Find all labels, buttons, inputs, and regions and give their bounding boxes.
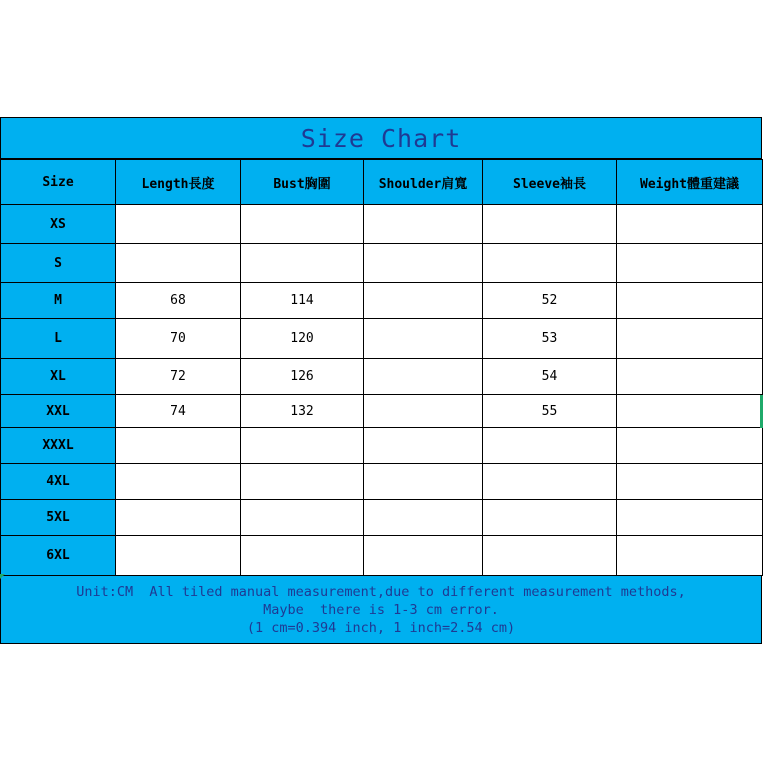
table-cell xyxy=(364,244,483,283)
table-cell: 74 xyxy=(116,395,241,428)
footer-line-2: Maybe there is 1-3 cm error. xyxy=(263,601,499,618)
table-row xyxy=(1,500,763,536)
table-cell xyxy=(241,244,364,283)
table-cell xyxy=(483,536,617,576)
table-cell xyxy=(116,428,241,464)
table-cell: 132 xyxy=(241,395,364,428)
table-cell: 68 xyxy=(116,283,241,319)
corner-marker xyxy=(0,574,5,579)
size-label: XXXL xyxy=(1,428,116,464)
header-size: Size xyxy=(1,160,116,205)
table-cell xyxy=(241,428,364,464)
table-row xyxy=(1,428,763,464)
header-length: Length長度 xyxy=(116,160,241,205)
table-cell xyxy=(617,244,763,283)
table-cell xyxy=(241,205,364,244)
size-table xyxy=(0,159,763,576)
table-cell xyxy=(617,464,763,500)
table-cell xyxy=(364,500,483,536)
table-row xyxy=(1,319,763,359)
table-cell xyxy=(617,319,763,359)
table-cell xyxy=(364,395,483,428)
table-cell: 54 xyxy=(483,359,617,395)
table-cell xyxy=(617,536,763,576)
table-row xyxy=(1,536,763,576)
size-label: 5XL xyxy=(1,500,116,536)
table-cell: 70 xyxy=(116,319,241,359)
table-cell: 126 xyxy=(241,359,364,395)
header-sleeve: Sleeve袖長 xyxy=(483,160,617,205)
size-label: XS xyxy=(1,205,116,244)
table-cell xyxy=(364,428,483,464)
table-row xyxy=(1,205,763,244)
table-cell xyxy=(483,500,617,536)
size-label: S xyxy=(1,244,116,283)
table-cell xyxy=(116,536,241,576)
table-cell: 114 xyxy=(241,283,364,319)
size-label: M xyxy=(1,283,116,319)
chart-title: Size Chart xyxy=(300,123,462,153)
header-shoulder: Shoulder肩寬 xyxy=(364,160,483,205)
title-row xyxy=(0,117,762,159)
table-cell xyxy=(617,500,763,536)
size-chart xyxy=(0,117,762,644)
size-label: XXL xyxy=(1,395,116,428)
table-row xyxy=(1,283,763,319)
table-cell xyxy=(483,464,617,500)
table-cell xyxy=(241,536,364,576)
table-cell: 52 xyxy=(483,283,617,319)
table-cell xyxy=(617,283,763,319)
table-cell xyxy=(241,464,364,500)
table-cell xyxy=(116,464,241,500)
table-cell: 120 xyxy=(241,319,364,359)
table-cell: 53 xyxy=(483,319,617,359)
table-cell xyxy=(116,244,241,283)
footer-note xyxy=(0,576,762,644)
size-label: 4XL xyxy=(1,464,116,500)
table-cell xyxy=(617,359,763,395)
table-row xyxy=(1,464,763,500)
table-cell xyxy=(364,319,483,359)
table-cell xyxy=(364,205,483,244)
table-cell xyxy=(364,536,483,576)
table-cell xyxy=(116,205,241,244)
table-cell xyxy=(364,464,483,500)
table-row xyxy=(1,395,763,428)
table-cell xyxy=(483,205,617,244)
table-cell: 55 xyxy=(483,395,617,428)
table-cell xyxy=(617,395,763,428)
table-cell xyxy=(617,205,763,244)
selection-marker xyxy=(760,395,763,428)
table-cell xyxy=(617,428,763,464)
table-cell: 72 xyxy=(116,359,241,395)
size-label: L xyxy=(1,319,116,359)
size-label: XL xyxy=(1,359,116,395)
header-row xyxy=(1,160,763,205)
table-cell xyxy=(241,500,364,536)
header-weight: Weight體重建議 xyxy=(617,160,763,205)
size-label: 6XL xyxy=(1,536,116,576)
table-cell xyxy=(483,428,617,464)
footer-line-3: (1 cm=0.394 inch, 1 inch=2.54 cm) xyxy=(246,619,516,636)
table-row xyxy=(1,244,763,283)
footer-line-1: Unit:CM All tiled manual measurement,due to different measurement methods, xyxy=(76,583,686,600)
table-cell xyxy=(116,500,241,536)
table-cell xyxy=(364,359,483,395)
table-row xyxy=(1,359,763,395)
header-bust: Bust胸圍 xyxy=(241,160,364,205)
table-cell xyxy=(483,244,617,283)
table-cell xyxy=(364,283,483,319)
